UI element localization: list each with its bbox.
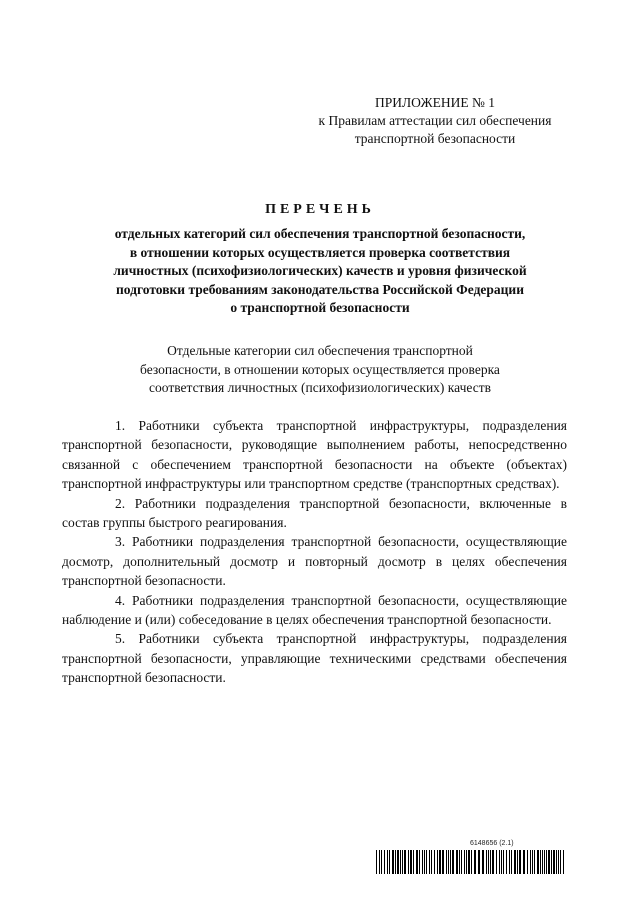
section-heading-line: соответствия личностных (психофизиологических) качеств xyxy=(149,380,491,395)
list-item: 3. Работники подразделения транспортной безопасности, осуществляющие досмотр, дополнительный досмотр и повторный досмотр в целях обеспечения транспортной безопасности. xyxy=(62,534,567,589)
list-item: 1. Работники субъекта транспортной инфраструктуры, подразделения транспортной безопасности, руководящие выполнением работы, непосредственно связанной с обеспечением транспортной безопасности на объекте (объектах) транспортной инфраструктуры или транспортном средстве (транспортных средствах). xyxy=(62,418,567,492)
section-heading xyxy=(70,342,570,398)
appendix-reference-line: к Правилам аттестации сил обеспечения xyxy=(318,113,552,128)
appendix-title: ПРИЛОЖЕНИЕ № 1 xyxy=(374,95,496,110)
section-heading-line: Отдельные категории сил обеспечения транспортной xyxy=(167,343,473,358)
document-subtitle xyxy=(70,225,570,318)
document-heading: ПЕРЕЧЕНЬ xyxy=(265,202,375,217)
appendix-reference-line: транспортной безопасности xyxy=(354,131,516,146)
subtitle-line: в отношении которых осуществляется проверка соответствия xyxy=(129,244,511,260)
list-item: 4. Работники подразделения транспортной безопасности, осуществляющие наблюдение и (или) собеседование в целях обеспечения транспортной безопасности. xyxy=(62,592,567,628)
document-code: 6148656 (2.1) xyxy=(470,840,514,847)
subtitle-line: отдельных категорий сил обеспечения транспортной безопасности, xyxy=(114,226,526,241)
list-item: 2. Работники подразделения транспортной безопасности, включенные в состав группы быстрого реагирования. xyxy=(62,495,567,531)
section-heading-line: безопасности, в отношении которых осуществляется проверка xyxy=(140,361,500,377)
category-list xyxy=(62,416,567,688)
barcode-image xyxy=(376,850,566,874)
list-item: 5. Работники субъекта транспортной инфраструктуры, подразделения транспортной безопасности, управляющие техническими средствами обеспечения транспортной безопасности. xyxy=(62,631,567,686)
subtitle-line: подготовки требованиям законодательства Российской Федерации xyxy=(116,281,524,297)
subtitle-line: личностных (психофизиологических) качеств и уровня физической xyxy=(113,263,527,278)
appendix-header xyxy=(300,94,570,148)
subtitle-line: о транспортной безопасности xyxy=(230,300,410,315)
